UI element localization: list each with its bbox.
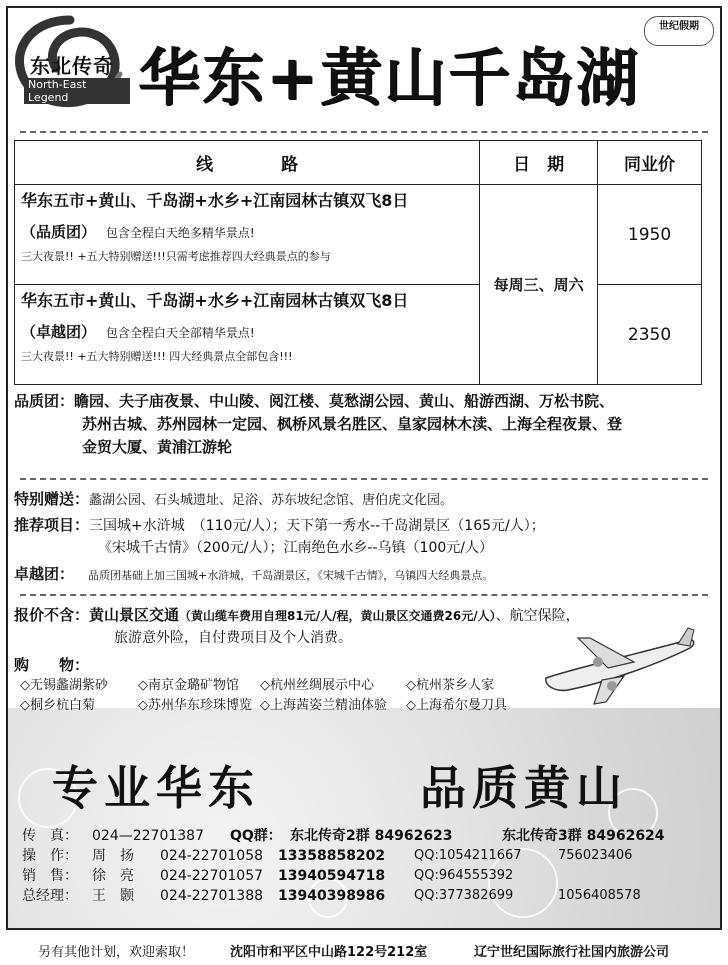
route-cell: [15, 185, 480, 285]
exclusions-rest: 、航空保险，: [495, 608, 580, 624]
contact-role: 操 作：: [22, 848, 78, 864]
route-tier: （品质团）: [21, 223, 97, 241]
qq-group: 东北传奇2群 84962623: [290, 828, 453, 844]
contact-tel: 024-22701058: [160, 848, 264, 864]
divider: [20, 594, 708, 596]
divider: [20, 131, 708, 133]
contact-qq: 1056408578: [558, 888, 641, 903]
route-price-table: [14, 140, 702, 385]
fax-number: 024—22701387: [92, 828, 204, 844]
footer-company: 辽宁世纪国际旅行社国内旅游公司: [474, 945, 670, 960]
contact-qq: QQ:1054211667: [414, 848, 522, 863]
contact-qq: 756023406: [558, 848, 633, 863]
contact-role: 销 售：: [22, 868, 78, 884]
slogan-right: 品质黄山: [420, 761, 628, 815]
shopping-label: 购 物：: [14, 656, 90, 674]
logo-chinese-name: 东北传奇: [30, 54, 114, 78]
table-row: [15, 285, 702, 385]
itinerary-line: 瞻园、夫子庙夜景、中山陵、阅江楼、莫愁湖公园、黄山、船游西湖、万松书院、: [74, 392, 615, 410]
route-tier-desc: 包含全程白天绝多精华景点!: [105, 226, 255, 240]
route-extra: 三大夜景!! +五大特别赠送!!!只需考虑推荐四大经典景点的参与: [21, 250, 331, 263]
divider: [20, 478, 708, 480]
logo-english-name: North-East Legend: [24, 78, 130, 104]
exclusions-label: 报价不含：: [14, 606, 90, 624]
shopping-item: ◇南京金璐矿物馆: [138, 678, 239, 693]
date-cell: 每周三、周六: [480, 185, 598, 385]
airplane-icon: [538, 626, 698, 706]
recommend-label: 推荐项目：: [14, 516, 90, 534]
route-extra: 三大夜景!! +五大特别赠送!!! 四大经典景点全部包含!!!: [21, 350, 293, 363]
shopping-label-row: [14, 654, 89, 677]
price-cell: 1950: [598, 185, 702, 285]
itinerary-line: 金贸大厦、黄浦江游轮: [82, 438, 233, 456]
qq-group-label: QQ群：: [230, 828, 282, 844]
route-tier: （卓越团）: [21, 323, 97, 341]
recommend-line: 三国城+水浒城 （110元/人）；天下第一秀水--千岛湖景区（165元/人）；: [89, 518, 545, 534]
shopping-item: ◇杭州丝绸展示中心: [260, 678, 374, 693]
header-date: 日 期: [480, 141, 598, 185]
table-row: [15, 185, 702, 285]
shopping-item: ◇桐乡杭白菊: [20, 698, 95, 713]
fax-label: 传 真：: [22, 828, 78, 844]
gift-label: 特别赠送：: [14, 490, 90, 508]
contact-mobile: 13940594718: [278, 868, 386, 884]
exclusions-detail: （黄山缆车费用自理81元/人/程，黄山景区交通费26元/人）: [179, 609, 496, 623]
contact-tel: 024-22701388: [160, 888, 264, 904]
price-cell: 2350: [598, 285, 702, 385]
recommend-line: 《宋城千古情》（200元/人）；江南绝色水乡--乌镇（100元/人）: [98, 540, 493, 556]
contact-qq: QQ:964555392: [414, 868, 514, 883]
contact-role: 总经理：: [22, 888, 78, 904]
company-logo: [10, 12, 130, 112]
exclusions-line: 旅游意外险，自付费项目及个人消费。: [114, 630, 352, 646]
itinerary-label: 品质团：: [14, 392, 75, 410]
route-cell: [15, 285, 480, 385]
premium-label: 卓越团：: [14, 565, 75, 583]
shopping-item: ◇杭州茶乡人家: [406, 678, 494, 693]
contact-qq: QQ:377382699: [414, 888, 514, 903]
contact-mobile: 13358858202: [278, 848, 386, 864]
brand-badge: [644, 16, 714, 46]
contact-name: 徐 亮: [92, 868, 134, 884]
contact-name: 周 扬: [92, 848, 134, 864]
route-tier-desc: 包含全程白天全部精华景点!: [105, 326, 255, 340]
brand-label: 世纪假期: [659, 21, 699, 32]
qq-group: 东北传奇3群 84962624: [502, 828, 665, 844]
itinerary-line: 苏州古城、苏州园林一定园、枫桥风景名胜区、皇家园林木渎、上海全程夜景、登: [82, 415, 623, 433]
contact-tel: 024-22701057: [160, 868, 264, 884]
slogan-left: 专业华东: [52, 761, 260, 815]
exclusions-section: [14, 604, 580, 649]
route-title: 华东五市+黄山、千岛湖+水乡+江南园林古镇双飞8日: [21, 191, 409, 210]
footer-address: 沈阳市和平区中山路122号212室: [230, 945, 428, 960]
page-title: 华东+黄山千岛湖: [138, 41, 640, 114]
contact-name: 王 颢: [92, 888, 134, 904]
footer: [0, 934, 728, 965]
header-price: 同业价: [598, 141, 702, 185]
shopping-item: ◇上海希尔曼刀具: [406, 698, 507, 713]
footer-note: 另有其他计划，欢迎索取！: [38, 945, 195, 960]
table-header-row: [15, 141, 702, 185]
shopping-item: ◇上海茜姿兰精油体验: [260, 698, 387, 713]
route-title: 华东五市+黄山、千岛湖+水乡+江南园林古镇双飞8日: [21, 291, 409, 310]
shopping-item: ◇苏州华东珍珠博览: [138, 698, 252, 713]
header-route: 线 路: [15, 141, 480, 185]
shopping-list: [20, 676, 526, 716]
premium-text: 品质团基础上加三国城+水浒城，千岛湖景区，《宋城千古情》，乌镇四大经典景点。: [88, 569, 494, 582]
gift-text: 蠡湖公园、石头城遗址、足浴、苏东坡纪念馆、唐伯虎文化园。: [89, 493, 454, 508]
contact-mobile: 13940398986: [278, 888, 386, 904]
itinerary-section: [14, 390, 622, 459]
exclusions-highlight: 黄山景区交通: [89, 606, 180, 624]
shopping-item: ◇无锡蠡湖紫砂: [20, 678, 108, 693]
extras-section: [14, 488, 545, 587]
